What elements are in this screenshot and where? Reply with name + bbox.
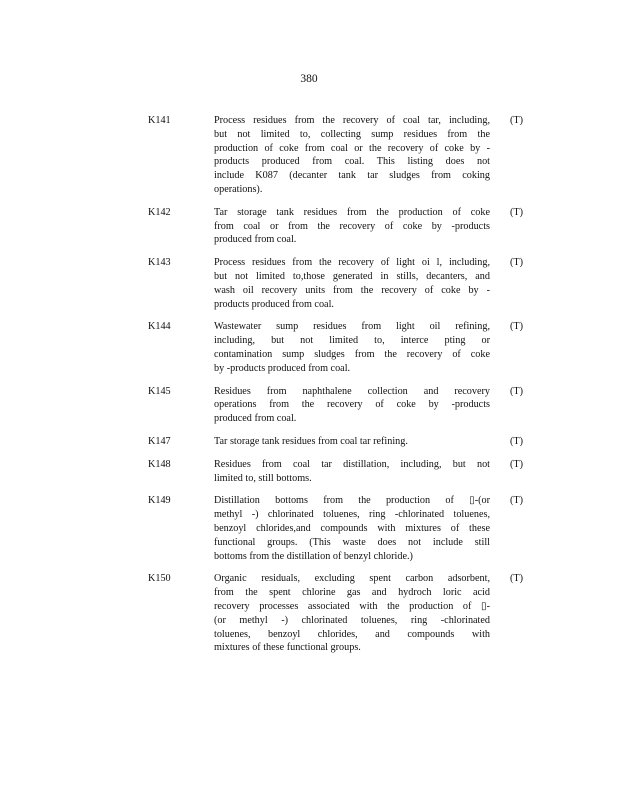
waste-code: K144 [148,321,171,333]
waste-entry-k142 [148,206,528,247]
description-line: including, but not limited to, interce pting or [214,335,490,347]
description-line: products produced from coal. [214,298,334,310]
description-line: methyl -) chlorinated toluenes, ring -chlorinated toluenes, [214,509,490,521]
hazard-code: (T) [510,321,524,333]
description-line: Tar storage tank residues from the production of coke [214,206,490,218]
description-line: but not limited to,those generated in stills, decanters, and [214,270,490,282]
description-line: Organic residuals, excluding spent carbon adsorbent, [214,573,490,585]
waste-entry-k149 [148,494,528,563]
hazard-code: (T) [510,573,524,585]
hazard-code: (T) [510,257,524,269]
description-line: production of coke from coal or the recovery of coke by - [214,142,490,154]
description-line: products produced from coal. This listing does not [214,156,490,168]
description-line: Tar storage tank residues from coal tar refining. [214,435,408,447]
hazard-code: (T) [510,435,524,447]
waste-entry-k148 [148,458,528,486]
waste-entry-k143 [148,256,528,311]
description-line: operations from the recovery of coke by -products [214,399,490,411]
description-line: from the spent chlorine gas and hydroch loric acid [214,587,490,599]
waste-description [214,256,490,311]
waste-description [214,572,490,655]
hazard-code: (T) [510,115,524,126]
hazard-code: (T) [510,385,524,397]
description-line: Residues from naphthalene collection and recovery [214,385,490,397]
waste-description [214,435,490,449]
description-line: toluenes, benzoyl chlorides, and compounds with [214,628,490,640]
waste-entry-k141 [148,114,528,197]
description-line: include K087 (decanter tank tar sludges from coking [214,170,490,182]
waste-entry-k145 [148,385,528,426]
waste-description [214,114,490,197]
waste-entry-k150 [148,572,528,655]
description-line: recovery processes associated with the production of ▯- [214,600,490,612]
hazard-code: (T) [510,495,524,507]
description-line: Residues from coal tar distillation, including, but not [214,458,490,470]
description-line: Distillation bottoms from the production of ▯-(or [214,495,490,507]
description-line: but not limited to, collecting sump residues from the [214,128,490,140]
description-line: by -products produced from coal. [214,362,351,374]
description-line: operations). [214,183,263,195]
hazard-code: (T) [510,206,524,218]
description-line: functional groups. (This waste does not include still [214,536,490,548]
waste-description [214,206,490,247]
waste-code: K147 [148,435,171,447]
description-line: Wastewater sump residues from light oil refining, [214,321,490,333]
description-line: Process residues from the recovery of light oi l, including, [214,257,490,269]
waste-code: K141 [148,115,171,126]
waste-description [214,494,490,563]
waste-entry-k147 [148,435,528,449]
description-line: bottoms from the distillation of benzyl chloride.) [214,550,413,562]
waste-code: K149 [148,495,171,507]
waste-code: K142 [148,206,171,218]
description-line: mixtures of these functional groups. [214,642,361,654]
waste-description [214,458,490,486]
description-line: (or methyl -) chlorinated toluenes, ring -chlorinated [214,614,490,626]
description-line: benzoyl chlorides,and compounds with mixtures of these [214,522,490,534]
waste-description [214,385,490,426]
waste-description [214,320,490,375]
description-line: produced from coal. [214,413,297,425]
waste-code-list [148,114,528,655]
description-line: contamination sump sludges from the recovery of coke [214,348,490,360]
hazard-code: (T) [510,458,524,470]
description-line: from coal or from the recovery of coke by -products [214,220,490,232]
waste-code: K148 [148,458,171,470]
description-line: wash oil recovery units from the recovery of coke by - [214,284,490,296]
waste-code: K145 [148,385,171,397]
waste-code: K143 [148,257,171,269]
description-line: limited to, still bottoms. [214,472,312,484]
description-line: Process residues from the recovery of coal tar, including, [214,115,490,126]
page-number: 380 [300,73,318,85]
waste-entry-k144 [148,320,528,375]
description-line: produced from coal. [214,234,297,246]
waste-code: K150 [148,573,171,585]
